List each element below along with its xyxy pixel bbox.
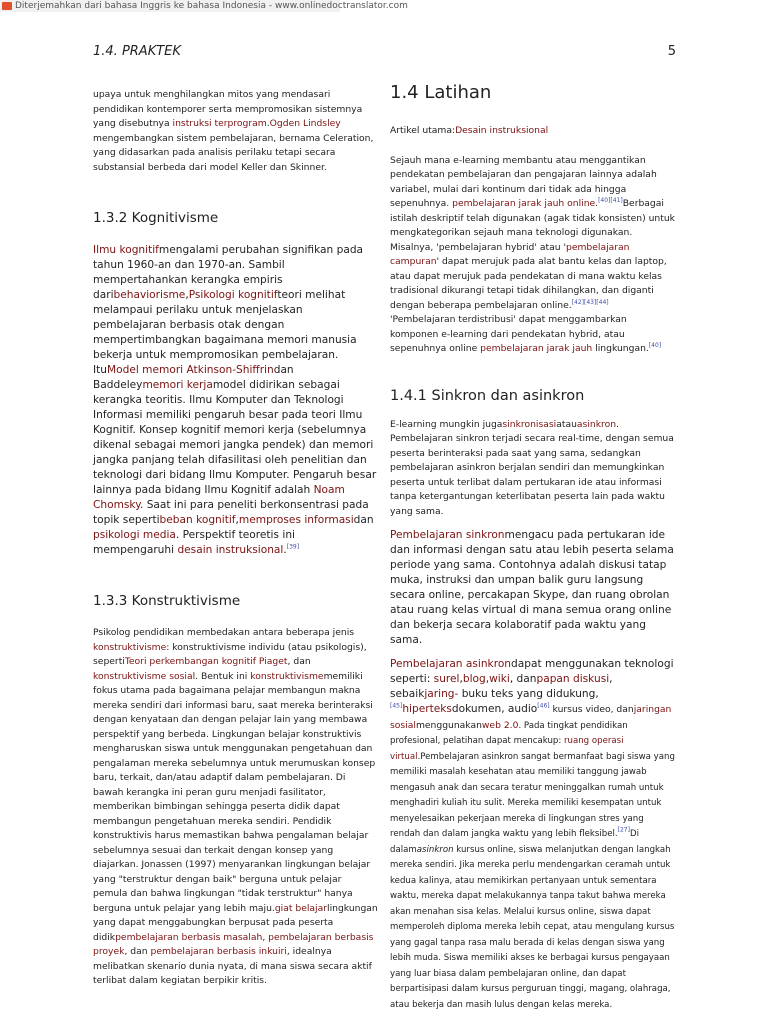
- link-memproses-informasi[interactable]: memproses informasi: [238, 514, 354, 526]
- link-pembelajaran-sinkron[interactable]: Pembelajaran sinkron: [390, 529, 505, 541]
- left-column: [93, 88, 378, 989]
- link-desain-instruksional[interactable]: desain instruksional: [177, 544, 284, 556]
- link-atkinson-shiffrin[interactable]: Model memori Atkinson-Shiffrin: [107, 364, 274, 376]
- link-surel[interactable]: surel: [433, 673, 460, 685]
- right-column: [390, 82, 676, 1012]
- link-hiperteks[interactable]: hiperteks: [402, 703, 452, 715]
- asinkron-paragraph: Pembelajaran asinkrondapat menggunakan teknologi seperti: surel,blog,wiki, danpapan diskusi, sebaikjaring- buku teks yang didukung,[45]hiperteksdokumen, audio[46] kursus video, danjaringan sosialmenggunakanweb 2.0. Pada tingkat pendidikan profesional, pelatihan dapat mencakup: ruang operasi virtual.Pembelajaran asinkron sangat bermanfaat bagi siswa yang memiliki masalah kesehatan atau memiliki tanggung jawab mengasuh anak dan secara teratur meninggalkan rumah untuk menghadiri kuliah itu sulit. Mereka memiliki kesempatan untuk menyelesaikan pekerjaan mereka di lingkungan stres yang rendah dan dalam jangka waktu yang lebih fleksibel.[27]Di dalamasinkron kursus online, siswa melanjutkan dengan langkah mereka sendiri. Jika mereka perlu mendengarkan ceramah untuk kedua kalinya, atau memikirkan pertanyaan untuk sementara waktu, mereka dapat melakukannya tanpa takut bahwa mereka akan menahan sisa kelas. Melalui kursus online, siswa dapat memperoleh diploma mereka lebih cepat, atau mengulang kursus yang gagal tanpa rasa malu berada di kelas dengan siswa yang lebih muda. Siswa memiliki akses ke berbagai kursus pengayaan yang luar biasa dalam pembelajaran online, dan dapat berpartisipasi dalam kursus perguruan tinggi, magang, olahraga, atau bekerja dan masih lulus dengan kelas mereka.: [390, 658, 675, 1010]
- citation-42-44[interactable]: [42][43][44]: [571, 298, 609, 306]
- link-sinkronisasi[interactable]: sinkronisasi: [502, 418, 557, 430]
- link-wiki[interactable]: wiki: [489, 673, 510, 685]
- link-behaviorisme[interactable]: behaviorisme: [113, 289, 186, 301]
- link-giat-belajar[interactable]: giat belajar: [274, 902, 328, 914]
- intro-paragraph: upaya untuk menghilangkan mitos yang mendasari pendidikan kontemporer serta mempromosikan sistemnya yang disebutnya instruksi terprogram.Ogden Lindsley mengembangkan sistem pembelajaran, bernama Celeration, yang didasarkan pada analisis perilaku tetapi secara substansial berbeda dari model Keller dan Skinner.: [93, 89, 374, 173]
- citation-27[interactable]: [27]: [617, 826, 630, 834]
- link-konstruktivisme-sosial[interactable]: konstruktivisme sosial: [93, 670, 196, 682]
- link-papan-diskusi[interactable]: papan diskusi: [536, 673, 610, 685]
- citation-40[interactable]: [40]: [648, 341, 662, 349]
- link-pembelajaran-berbasis-proyek[interactable]: pembelajaran berbasis proyek: [93, 931, 374, 957]
- link-instruksi-terprogram[interactable]: instruksi terprogram: [172, 118, 267, 129]
- link-psikologi-media[interactable]: psikologi media: [93, 529, 176, 541]
- link-psikologi-kognitif[interactable]: Psikologi kognitif: [188, 289, 278, 301]
- kognitivisme-paragraph: Ilmu kognitifmengalami perubahan signifikan pada tahun 1960-an dan 1970-an. Sambil mempertahankan kerangka empiris daribehaviorisme,Psikologi kognitifteori melihat melampaui perilaku untuk menjelaskan pembelajaran berbasis otak dengan mempertimbangkan bagaimana memori manusia bekerja untuk mempromosikan pembelajaran. ItuModel memori Atkinson-Shiffrindan Baddeleymemori kerjamodel didirikan sebagai kerangka teoritis. Ilmu Komputer dan Teknologi Informasi memiliki pengaruh besar pada teori Ilmu Kognitif. Konsep kognitif memori kerja (sebelumnya dikenal sebagai memori jangka pendek) dan memori jangka panjang telah difasilitasi oleh penelitian dan teknologi dari bidang Ilmu Komputer. Pengaruh besar lainnya pada bidang Ilmu Kognitif adalah Noam Chomsky. Saat ini para peneliti berkonsentrasi pada topik sepertibeban kognitif,memproses informasidan psikologi media. Perspektif teoretis ini mempengaruhi desain instruksional.[39]: [93, 244, 377, 556]
- link-pembelajaran-campuran[interactable]: pembelajaran campuran: [390, 241, 630, 267]
- link-pembelajaran-asinkron[interactable]: Pembelajaran asinkron: [390, 658, 512, 670]
- link-teori-piaget[interactable]: Teori perkembangan kognitif Piaget: [124, 656, 288, 667]
- translator-banner[interactable]: [0, 0, 408, 12]
- link-main-article[interactable]: Desain instruksional: [455, 125, 549, 136]
- link-ogden-lindsley[interactable]: Ogden Lindsley: [269, 118, 341, 129]
- heading-kognitivisme: 1.3.2 Kognitivisme: [93, 210, 219, 226]
- link-ruang-operasi-virtual[interactable]: ruang operasi virtual: [390, 736, 624, 762]
- link-pembelajaran-jarak-jauh[interactable]: pembelajaran jarak jauh: [480, 343, 593, 354]
- link-asinkron[interactable]: asinkron: [576, 418, 617, 430]
- citation-46[interactable]: [46]: [537, 702, 550, 710]
- latihan-paragraph: Sejauh mana e-learning membantu atau menggantikan pendekatan pembelajaran dan pengajaran lainnya adalah variabel, mulai dari kontinum dari tidak ada hingga sepenuhnya. pembelajaran jarak jauh online.[40][41]Berbagai istilah deskriptif telah digunakan (agak tidak konsisten) untuk mengkategorikan sejauh mana teknologi digunakan. Misalnya, 'pembelajaran hybrid' atau 'pembelajaran campuran' dapat merujuk pada alat bantu kelas dan laptop, atau dapat merujuk pada pendekatan di mana waktu kelas tradisional dikurangi tetapi tidak dihilangkan, dan diganti dengan beberapa pembelajaran online.[42][43][44] 'Pembelajaran terdistribusi' dapat menggambarkan komponen e-learning dari pendekatan hybrid, atau sepenuhnya online pembelajaran jarak jauh lingkungan.[40]: [390, 154, 676, 354]
- sinkron-paragraph: Pembelajaran sinkronmengacu pada pertukaran ide dan informasi dengan satu atau lebih peserta selama periode yang sama. Contohnya adalah diskusi tatap muka, instruksi dan umpan balik guru langsung secara online, percakapan Skype, dan ruang obrolan atau ruang kelas virtual di mana semua orang online dan bekerja secara kolaboratif pada waktu yang sama.: [390, 529, 674, 646]
- citation-45[interactable]: [45]: [390, 702, 403, 710]
- link-pembelajaran-berbasis-inkuiri[interactable]: pembelajaran berbasis inkuiri: [150, 946, 287, 957]
- translator-logo-icon: [2, 2, 12, 10]
- link-blog[interactable]: blog: [462, 673, 486, 685]
- link-jaring[interactable]: jaring-: [424, 688, 459, 700]
- link-pembelajaran-berbasis-masalah[interactable]: pembelajaran berbasis masalah: [115, 931, 263, 943]
- citation-40-41[interactable]: [40][41]: [598, 196, 623, 204]
- konstruktivisme-paragraph: Psikolog pendidikan membedakan antara beberapa jenis konstruktivisme: konstruktivisme individu (atau psikologis), sepertiTeori perkembangan kognitif Piaget, dan konstruktivisme sosial. Bentuk ini konstruktivismememiliki fokus utama pada bagaimana pelajar membangun makna mereka sendiri dari informasi baru, saat mereka berinteraksi dengan kenyataan dan dengan pelajar lain yang membawa perspektif yang berbeda. Lingkungan belajar konstruktivis mengharuskan siswa untuk menggunakan pengetahuan dan pengalaman mereka sebelumnya untuk merumuskan konsep baru, terkait, dan/atau adaptif dalam pembelajaran. Di bawah kerangka ini peran guru menjadi fasilitator, memberikan bimbingan sehingga peserta didik dapat membangun pengetahuan mereka sendiri. Pendidik konstruktivis harus memastikan bahwa pengalaman belajar sebelumnya sesuai dan terkait dengan konsep yang diajarkan. Jonassen (1997) menyarankan lingkungan belajar yang "terstruktur dengan baik" berguna untuk pelajar pemula dan bahwa lingkungan "tidak terstruktur" hanya berguna untuk pelajar yang lebih maju.giat belajarlingkungan yang dapat menggabungkan berpusat pada peserta didikpembelajaran berbasis masalah, pembelajaran berbasis proyek, dan pembelajaran berbasis inkuiri, idealnya melibatkan skenario dunia nyata, di mana siswa secara aktif terlibat dalam kegiatan berpikir kritis.: [93, 627, 378, 986]
- sinkron-asinkron-paragraph: E-learning mungkin jugasinkronisasiatauasinkron. Pembelajaran sinkron terjadi secara real-time, dengan semua peserta berinteraksi pada saat yang sama, sedangkan pembelajaran asinkron berjalan sendiri dan memungkinkan peserta untuk terlibat dalam pertukaran ide atau informasi tanpa ketergantungan keterlibatan peserta lain pada waktu yang sama.: [390, 418, 674, 517]
- link-konstruktivisme-2[interactable]: konstruktivisme: [250, 670, 324, 682]
- banner-text: Diterjemahkan dari bahasa Inggris ke bahasa Indonesia - www.onlinedoctranslator.com: [15, 1, 408, 11]
- main-article-line: Artikel utama:Desain instruksional: [390, 125, 549, 136]
- page-number: 5: [667, 44, 676, 59]
- link-beban-kognitif[interactable]: beban kognitif: [159, 514, 236, 526]
- link-jaringan-sosial[interactable]: jaringan sosial: [390, 704, 672, 731]
- heading-sinkron-asinkron: 1.4.1 Sinkron dan asinkron: [390, 387, 585, 404]
- link-ilmu-kognitif[interactable]: Ilmu kognitif: [93, 244, 159, 256]
- link-web-2[interactable]: web 2.0: [481, 719, 519, 731]
- running-title: 1.4. PRAKTEK: [93, 44, 181, 59]
- heading-latihan: 1.4 Latihan: [390, 82, 492, 103]
- heading-konstruktivisme: 1.3.3 Konstruktivisme: [93, 593, 241, 609]
- link-pembelajaran-jarak-jauh-online[interactable]: pembelajaran jarak jauh online: [452, 198, 596, 209]
- link-memori-kerja[interactable]: memori kerja: [142, 379, 213, 391]
- link-noam-chomsky[interactable]: Noam Chomsky: [93, 484, 345, 511]
- citation-39[interactable]: [39]: [286, 543, 300, 551]
- link-konstruktivisme[interactable]: konstruktivisme: [93, 641, 167, 653]
